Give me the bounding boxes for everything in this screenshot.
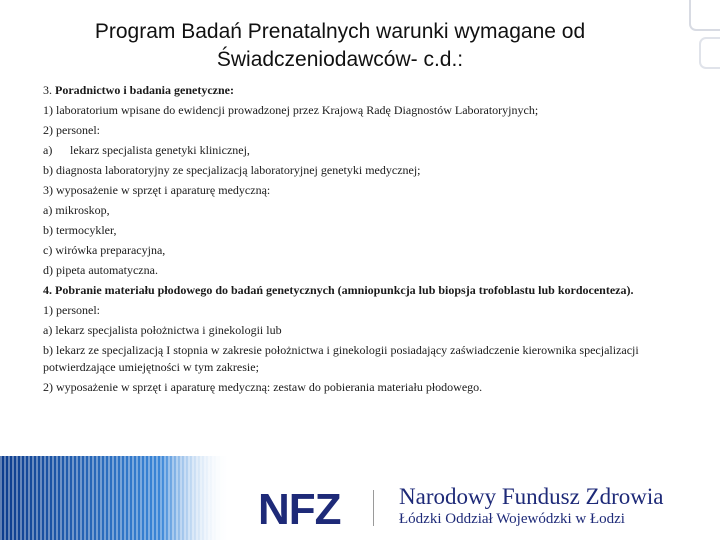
title-line-1: Program Badań Prenatalnych warunki wymagane od bbox=[94, 20, 586, 43]
document-body bbox=[43, 80, 678, 397]
nfz-logo: NFZ bbox=[258, 485, 341, 534]
text-line: b) lekarz ze specjalizacją I stopnia w zakresie położnictwa i ginekologii posiadający zaświadczenie kierownika specjalizacji potwierdzające umiejętności w tym zakresie; bbox=[43, 343, 639, 374]
text-line: 3) wyposażenie w sprzęt i aparaturę medyczną: bbox=[43, 183, 271, 197]
list-text: lekarz specjalista genetyki klinicznej, bbox=[70, 143, 250, 157]
org-branch: Łódzki Oddział Wojewódzki w Łodzi bbox=[399, 511, 625, 527]
text-line: 1) laboratorium wpisane do ewidencji prowadzonej przez Krajową Radę Diagnostów Laboratoryjnych; bbox=[43, 103, 539, 117]
footer-divider bbox=[373, 490, 374, 526]
text-line: c) wirówka preparacyjna, bbox=[43, 243, 166, 257]
text-line: 1) personel: bbox=[43, 303, 100, 317]
text-line: 2) personel: bbox=[43, 123, 100, 137]
list-marker: a) bbox=[43, 143, 53, 157]
text-line bbox=[43, 140, 678, 160]
section-3-title: Poradnictwo i badania genetyczne: bbox=[55, 83, 234, 97]
text-line: b) termocykler, bbox=[43, 223, 117, 237]
text-line: 2) wyposażenie w sprzęt i aparaturę medyczną: zestaw do pobierania materiału płodowego. bbox=[43, 380, 483, 394]
org-name: Narodowy Fundusz Zdrowia bbox=[399, 484, 664, 509]
stripes-decoration bbox=[0, 456, 230, 540]
title-line-2: Świadczeniodawców- c.d.: bbox=[216, 48, 464, 71]
corner-decoration bbox=[640, 0, 720, 70]
text-line: b) diagnosta laboratoryjny ze specjalizacją laboratoryjnej genetyki medycznej; bbox=[43, 163, 421, 177]
text-line: a) mikroskop, bbox=[43, 203, 110, 217]
section-4-heading: 4. Pobranie materiału płodowego do badań genetycznych (amniopunkcja lub biopsja trofoblastu lub kordocenteza). bbox=[43, 283, 634, 297]
text-line: d) pipeta automatyczna. bbox=[43, 263, 158, 277]
section-3-number: 3. bbox=[43, 83, 52, 97]
text-line: a) lekarz specjalista położnictwa i ginekologii lub bbox=[43, 323, 282, 337]
page-title bbox=[40, 18, 640, 74]
section-3-heading bbox=[43, 80, 678, 100]
